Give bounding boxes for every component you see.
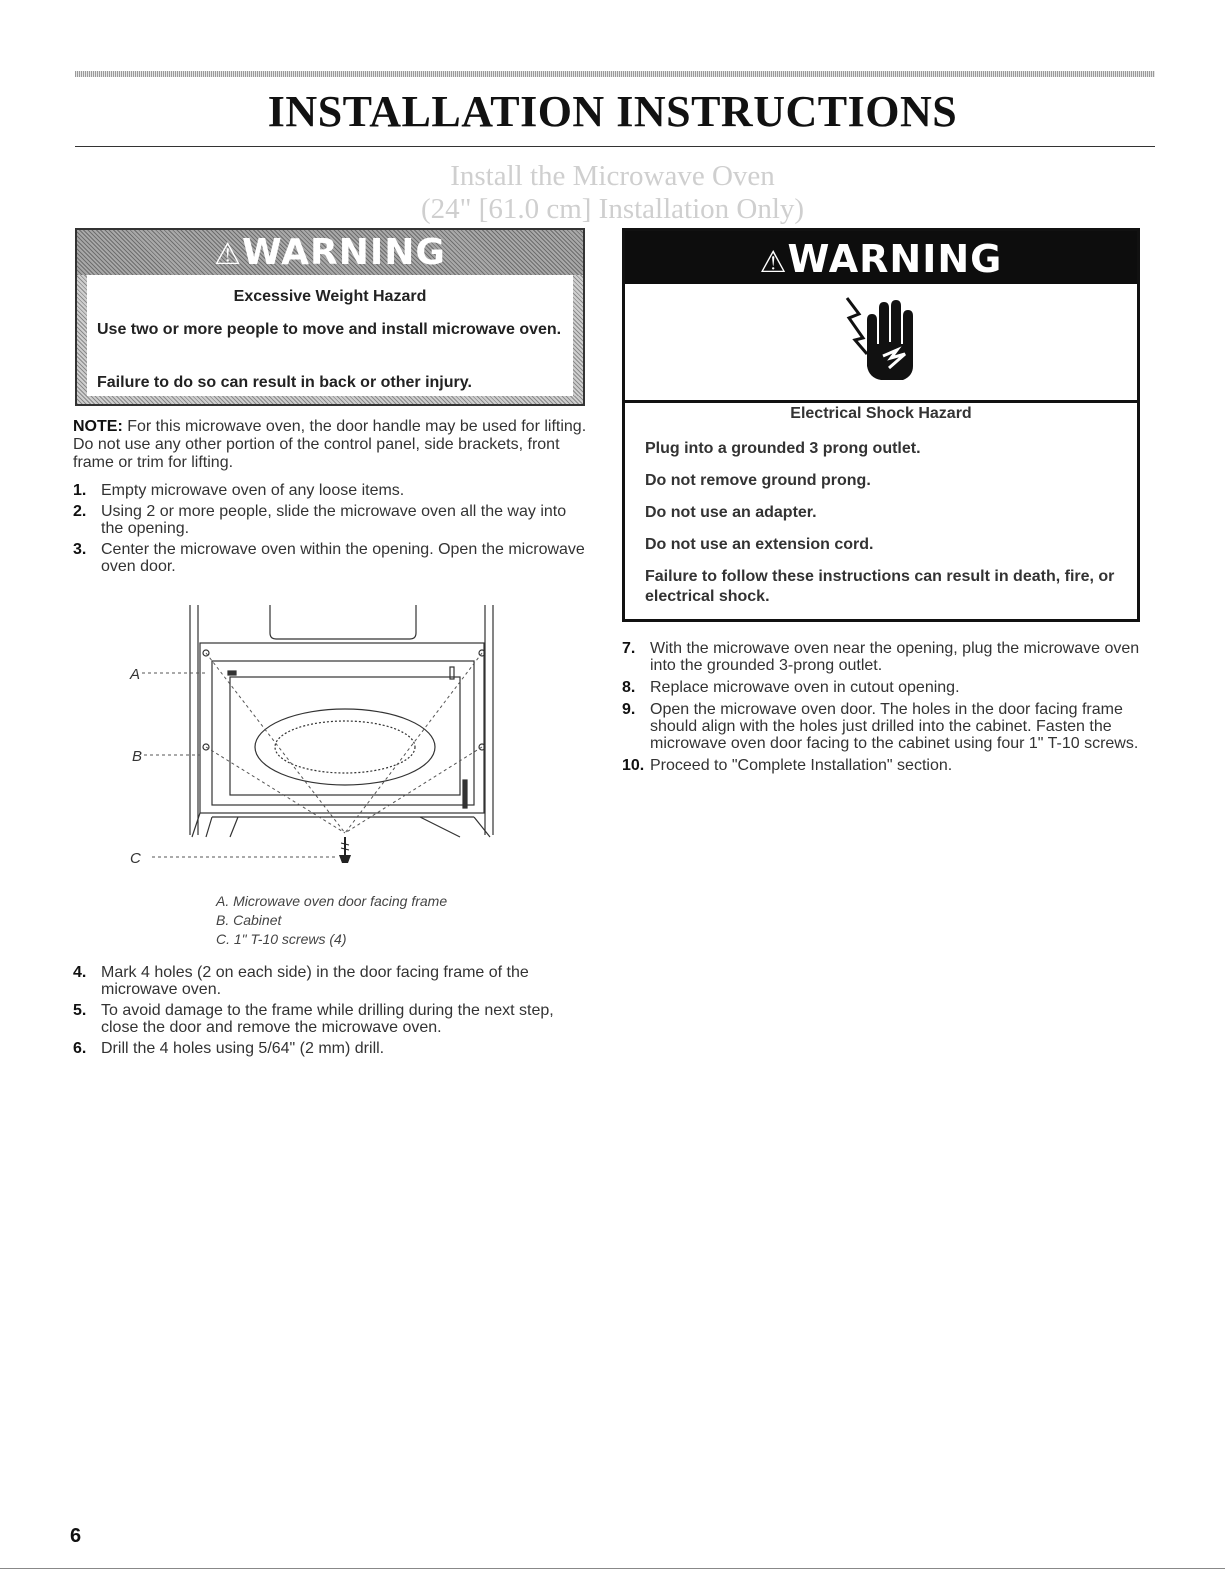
list-item <box>73 1040 588 1057</box>
list-item <box>622 757 1142 774</box>
warning-line: Do not use an extension cord. <box>645 536 874 553</box>
step-text: Open the microwave oven door. The holes in the door facing frame should align with the holes just drilled into the cabinet. Fasten the microwave oven door facing to the cabinet using four 1" T-10 screws. <box>650 701 1139 752</box>
title-rule <box>75 146 1155 147</box>
hazard-title: Electrical Shock Hazard <box>790 405 972 422</box>
list-item <box>73 541 588 575</box>
warning-line: Do not use an adapter. <box>645 504 817 521</box>
step-text: Mark 4 holes (2 on each side) in the door facing frame of the microwave oven. <box>101 964 529 998</box>
list-item <box>73 964 588 998</box>
caption-line: B. Cabinet <box>216 912 282 928</box>
list-item <box>622 701 1142 752</box>
callout-c: C <box>130 850 141 867</box>
step-number: 9. <box>622 701 636 718</box>
warning-word: WARNING <box>242 232 446 273</box>
list-item <box>73 482 588 499</box>
weight-warning-box <box>75 228 585 406</box>
callout-a: A <box>130 666 141 683</box>
warning-line: Do not remove ground prong. <box>645 472 871 489</box>
step-number: 4. <box>73 964 87 981</box>
electrical-shock-hand-icon <box>837 292 927 392</box>
warning-triangle-icon: ⚠ <box>759 245 788 280</box>
warning-signal <box>77 232 583 273</box>
section-heading-line2: (24" [61.0 cm] Installation Only) <box>420 193 805 225</box>
shock-warning-box <box>622 228 1140 622</box>
step-text: To avoid damage to the frame while drilling during the next step, close the door and remove the microwave oven. <box>101 1002 554 1036</box>
warning-line: Failure to follow these instructions can result in death, fire, or electrical shock. <box>645 568 1115 605</box>
step-text: Proceed to "Complete Installation" section. <box>650 757 953 774</box>
warning-triangle-icon: ⚠ <box>214 237 243 272</box>
step-text: Replace microwave oven in cutout opening. <box>650 679 960 696</box>
steps-list <box>73 964 588 1057</box>
warning-line: Plug into a grounded 3 prong outlet. <box>645 440 921 457</box>
step-number: 8. <box>622 679 636 696</box>
step-number: 2. <box>73 503 87 520</box>
step-text: Center the microwave oven within the opening. Open the microwave oven door. <box>101 541 585 575</box>
warning-line: Failure to do so can result in back or other injury. <box>97 374 472 391</box>
page-title: INSTALLATION INSTRUCTIONS <box>267 87 958 136</box>
warning-line: Use two or more people to move and install microwave oven. <box>97 321 562 338</box>
caption-line: C. 1" T-10 screws (4) <box>216 931 347 947</box>
section-heading-line1: Install the Microwave Oven <box>450 160 775 192</box>
warning-word: WARNING <box>787 237 1003 281</box>
step-text: Using 2 or more people, slide the microwave oven all the way into the opening. <box>101 503 567 537</box>
step-number: 6. <box>73 1040 87 1057</box>
hazard-title: Excessive Weight Hazard <box>233 288 427 305</box>
list-item <box>73 503 588 537</box>
warning-signal <box>625 237 1137 281</box>
list-item <box>622 640 1142 674</box>
step-number: 5. <box>73 1002 87 1019</box>
list-item <box>73 1002 588 1036</box>
microwave-door-frame-illustration <box>120 605 520 875</box>
steps-list <box>622 640 1142 774</box>
page-number: 6 <box>70 1525 82 1547</box>
callout-b: B <box>132 748 143 765</box>
note-label: NOTE: <box>73 418 123 435</box>
step-number: 3. <box>73 541 87 558</box>
step-number: 7. <box>622 640 636 657</box>
section-heading <box>0 160 1225 226</box>
caption-line: A. Microwave oven door facing frame <box>216 893 448 909</box>
step-number: 10. <box>622 757 645 774</box>
step-number: 1. <box>73 482 87 499</box>
note-paragraph <box>73 418 588 472</box>
figure-caption <box>216 892 546 949</box>
note-text: For this microwave oven, the door handle may be used for lifting. Do not use any other portion of the control panel, side brackets, front frame or trim for lifting. <box>73 418 587 471</box>
bottom-rule <box>0 1568 1225 1569</box>
top-decorative-rule <box>75 71 1155 77</box>
step-text: With the microwave oven near the opening, plug the microwave oven into the grounded 3-prong outlet. <box>650 640 1140 674</box>
shock-icon-panel <box>625 284 1137 403</box>
steps-list <box>73 482 588 575</box>
step-text: Empty microwave oven of any loose items. <box>101 482 405 499</box>
step-text: Drill the 4 holes using 5/64" (2 mm) drill. <box>101 1040 385 1057</box>
warning-bottom-band <box>77 396 583 404</box>
installation-diagram <box>120 605 520 880</box>
screw-icon <box>339 837 351 863</box>
list-item <box>622 679 1142 696</box>
